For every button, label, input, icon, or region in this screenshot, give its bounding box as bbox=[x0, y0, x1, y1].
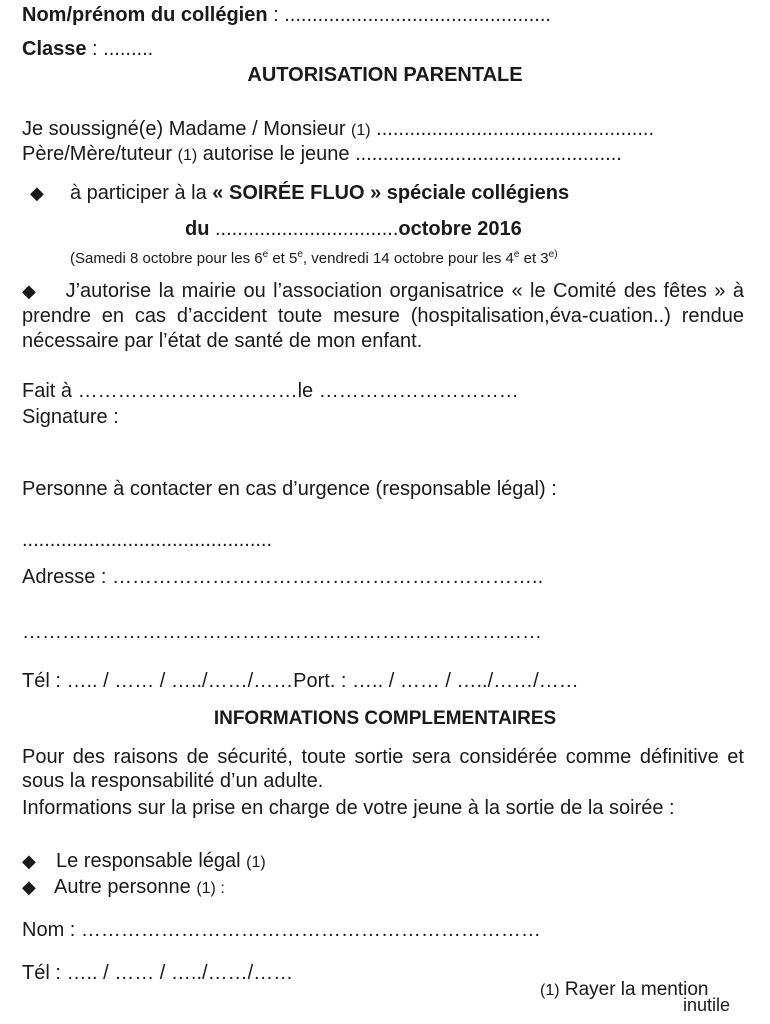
date-dots: ................................. bbox=[215, 218, 399, 240]
footnote-ref: (1) bbox=[351, 122, 371, 139]
soussigne-text: Je soussigné(e) Madame / Monsieur bbox=[22, 118, 346, 140]
footnote-ref: (1) bbox=[540, 982, 560, 999]
date-detail-part: (Samedi 8 octobre pour les 6 bbox=[70, 250, 263, 267]
superscript: e bbox=[262, 249, 269, 260]
page-title: AUTORISATION PARENTALE bbox=[247, 64, 523, 86]
date-detail-part: et 5 bbox=[268, 250, 298, 267]
diamond-icon: ◆ bbox=[22, 877, 36, 897]
fait-line: Fait à ……………………………le ………………………… bbox=[22, 380, 519, 402]
date-du: du bbox=[185, 218, 210, 240]
student-name-dots: : ................................................ bbox=[267, 4, 551, 26]
diamond-icon: ◆ bbox=[30, 183, 44, 203]
address-line: Adresse : ……………………………………………………….. bbox=[22, 566, 544, 588]
superscript: e bbox=[297, 249, 303, 260]
address-line-2: …………………………………………………………………… bbox=[22, 621, 542, 643]
phone-line: Tél : ….. / …… / …../……/……Port. : ….. / …… / …../……/…… bbox=[22, 670, 579, 692]
phone-line-2: Tél : ….. / …… / …../……/…… bbox=[22, 962, 294, 984]
pere-text: Père/Mère/tuteur bbox=[22, 143, 173, 165]
authorization-text: J’autorise la mairie ou l’association organisatrice « le Comité des fêtes » à prendre en cas d’accident toute mesure (hospitalisation,éva-cuation..) rendue nécessaire par l’état de santé de mon enfant. bbox=[22, 280, 744, 352]
date-detail-part: , vendredi 14 octobre pour les 4 bbox=[302, 250, 514, 267]
info-paragraph-1: Pour des raisons de sécurité, toute sortie sera considérée comme définitive et sous la responsabilité d’un adulte. bbox=[22, 746, 744, 792]
class-line bbox=[22, 37, 153, 61]
pere-line bbox=[22, 142, 622, 168]
option-responsable bbox=[22, 849, 266, 875]
soussigne-dots: .................................................. bbox=[376, 118, 655, 140]
footnote-ref: (1) bbox=[246, 854, 266, 871]
soiree-text: à participer à la bbox=[70, 182, 213, 204]
superscript: e bbox=[513, 249, 520, 260]
nom-line: Nom : …………………………………………………………… bbox=[22, 919, 541, 941]
diamond-icon: ◆ bbox=[22, 851, 36, 871]
emergency-contact-label: Personne à contacter en cas d’urgence (responsable légal) : bbox=[22, 478, 557, 500]
soussigne-line bbox=[22, 117, 654, 143]
superscript: e) bbox=[548, 249, 558, 260]
footnote-text: Rayer la mention bbox=[564, 979, 709, 1000]
info-paragraph-2: Informations sur la prise en charge de votre jeune à la sortie de la soirée : bbox=[22, 797, 675, 819]
signature-label: Signature : bbox=[22, 406, 119, 428]
student-name-label: Nom/prénom du collégien bbox=[22, 4, 268, 26]
diamond-icon: ◆ bbox=[22, 281, 36, 301]
option-responsable-text: Le responsable légal bbox=[56, 850, 241, 872]
emergency-contact-dots: ............................................. bbox=[22, 529, 273, 551]
option-autre bbox=[22, 875, 225, 901]
class-label: Classe bbox=[22, 38, 87, 60]
soiree-bullet bbox=[30, 181, 569, 205]
footnote-ref: (1) bbox=[177, 147, 198, 164]
footnote-ref: (1) : bbox=[196, 880, 225, 897]
footnote-text-2: inutile bbox=[683, 995, 731, 1015]
info-title: INFORMATIONS COMPLEMENTAIRES bbox=[213, 708, 557, 729]
date-line bbox=[185, 217, 522, 241]
student-name-line bbox=[22, 3, 551, 27]
date-detail-part: et 3 bbox=[519, 250, 549, 267]
class-dots: : ......... bbox=[86, 38, 154, 60]
date-details bbox=[70, 243, 558, 271]
option-autre-text: Autre personne bbox=[54, 876, 191, 898]
date-month: octobre 2016 bbox=[398, 218, 522, 240]
authorization-paragraph bbox=[22, 279, 744, 354]
pere-rest: autorise le jeune ................................................ bbox=[202, 143, 622, 165]
soiree-name: « SOIRÉE FLUO » spéciale collégiens bbox=[212, 182, 570, 204]
